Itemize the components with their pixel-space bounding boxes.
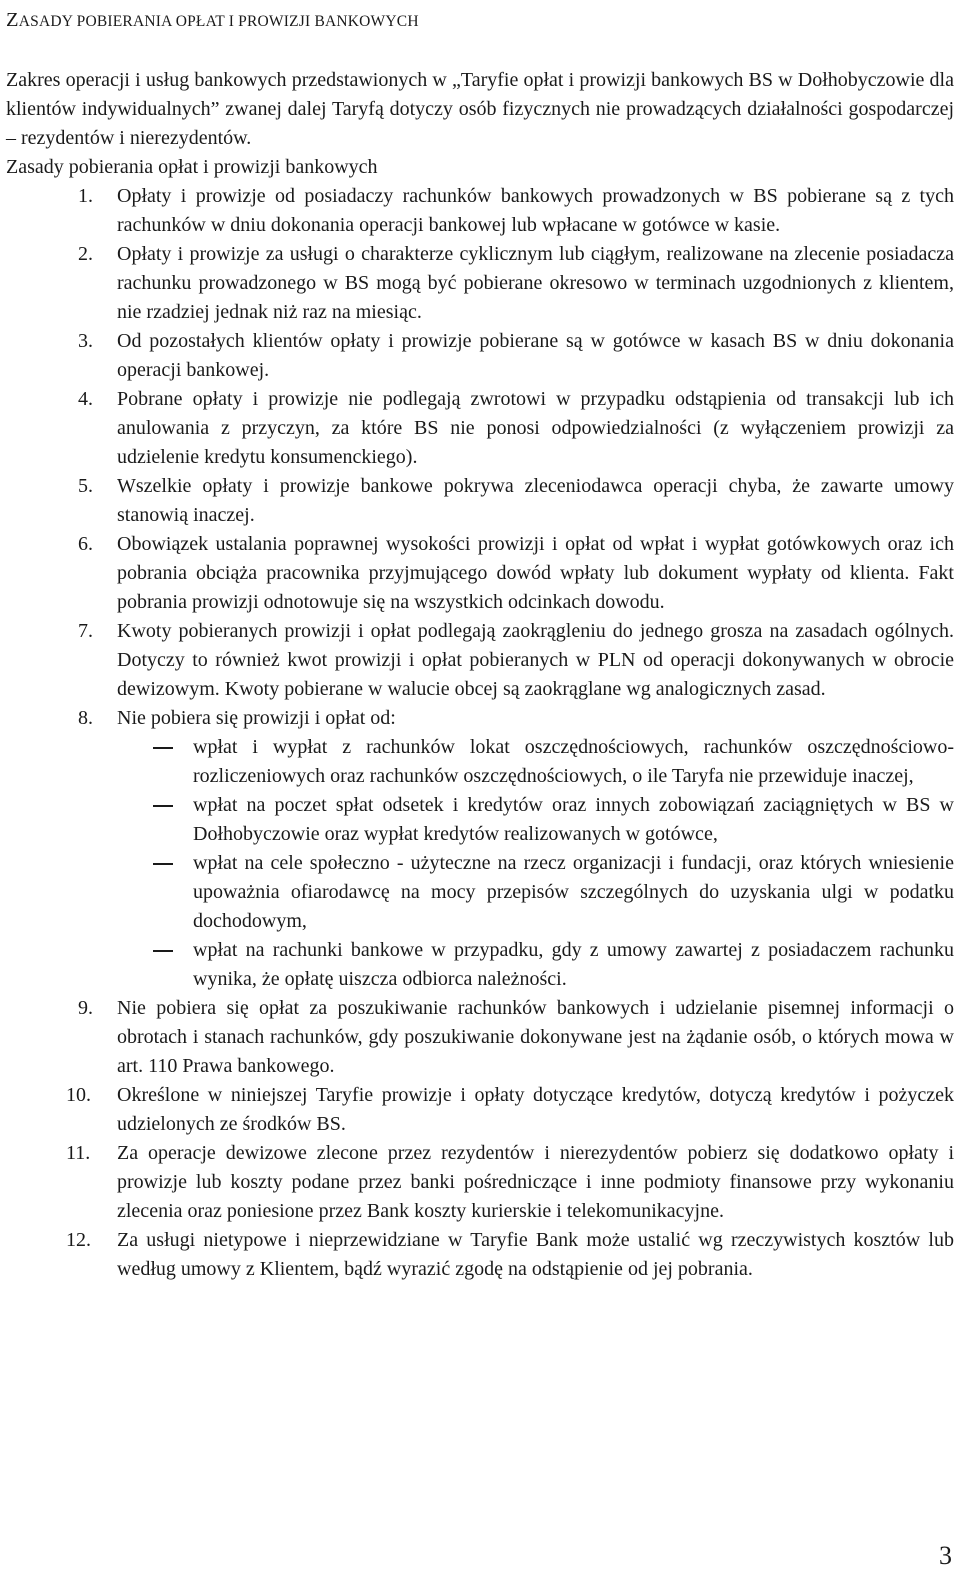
item-text: Określone w niniejszej Taryfie prowizje i opłaty dotyczące kredytów, dotyczą kredytów i pożyczek udzielonych ze środków BS.	[117, 1084, 954, 1135]
sublist-item-text: wpłat na cele społeczno - użyteczne na rzecz organizacji i fundacji, oraz których wniesienie upoważnia ofiarodawcę na mocy przepisów szczególnych do uzyskania ulgi w podatku dochodowym,	[193, 852, 954, 932]
exemptions-sublist	[117, 733, 954, 994]
list-item	[6, 1226, 954, 1284]
dash-bullet-icon	[153, 863, 173, 865]
list-item	[6, 530, 954, 617]
list-item	[6, 617, 954, 704]
list-item	[6, 385, 954, 472]
item-text: Od pozostałych klientów opłaty i prowizje pobierane są w gotówce w kasach BS w dniu dokonania operacji bankowej.	[117, 330, 954, 381]
section-subheading: Zasady pobierania opłat i prowizji bankowych	[6, 156, 378, 178]
item-text: Pobrane opłaty i prowizje nie podlegają zwrotowi w przypadku odstąpienia od transakcji lub ich anulowania z przyczyn, za które BS nie ponosi odpowiedzialności (z wyłączeniem prowizji za udzielenie kredytu konsumenckiego).	[117, 388, 954, 468]
item-text: Opłaty i prowizje od posiadaczy rachunków bankowych prowadzonych w BS pobierane są z tych rachunków w dniu dokonania operacji bankowej lub wpłacane w gotówce w kasie.	[117, 185, 954, 236]
dash-bullet-icon	[153, 747, 173, 749]
document-title	[6, 6, 954, 36]
item-number: 7.	[78, 620, 93, 642]
item-number: 11.	[66, 1142, 91, 1164]
list-item	[6, 240, 954, 327]
item-text: Nie pobiera się prowizji i opłat od:	[117, 707, 396, 729]
rules-list	[6, 182, 954, 1284]
item-text: Wszelkie opłaty i prowizje bankowe pokrywa zleceniodawca operacji chyba, że zawarte umowy stanowią inaczej.	[117, 475, 954, 526]
item-number: 6.	[78, 533, 93, 555]
dash-bullet-icon	[153, 950, 173, 952]
item-text: Opłaty i prowizje za usługi o charakterze cyklicznym lub ciągłym, realizowane na zlecenie posiadacza rachunku prowadzonego w BS mogą być pobierane okresowo w terminach uzgodnionych z klientem, nie rzadziej jednak niż raz na miesiąc.	[117, 243, 954, 323]
list-item	[6, 994, 954, 1081]
item-text: Za usługi nietypowe i nieprzewidziane w Taryfie Bank może ustalić wg rzeczywistych kosztów lub według umowy z Klientem, bądź wyrazić zgodę na odstąpienie od jej pobrania.	[117, 1229, 954, 1280]
sublist-item	[117, 936, 954, 994]
item-text: Kwoty pobieranych prowizji i opłat podlegają zaokrągleniu do jednego grosza na zasadach ogólnych. Dotyczy to również kwot prowizji i opłat pobieranych w PLN od operacji dokonywanych w obrocie dewizowym. Kwoty pobierane w walucie obcej są zaokrąglane wg analogicznych zasad.	[117, 620, 954, 700]
item-text: Za operacje dewizowe zlecone przez rezydentów i nierezydentów pobierz się dodatkowo opłaty i prowizje lub koszty podane przez banki pośredniczące i inne podmioty finansowe przy wykonaniu zlecenia oraz poniesione przez Bank koszty kurierskie i telekomunikacyjne.	[117, 1142, 954, 1222]
item-number: 5.	[78, 475, 93, 497]
title-rest: ASADY POBIERANIA OPŁAT I PROWIZJI BANKOWYCH	[18, 13, 419, 30]
item-number: 10.	[66, 1084, 91, 1106]
item-text: Obowiązek ustalania poprawnej wysokości prowizji i opłat od wpłat i wypłat gotówkowych oraz ich pobrania obciąża pracownika przyjmującego dowód wpłaty lub dokument wypłaty od klienta. Fakt pobrania prowizji odnotowuje się na wszystkich odcinkach dowodu.	[117, 533, 954, 613]
item-number: 2.	[78, 243, 93, 265]
page-number: 3	[939, 1541, 952, 1570]
item-number: 8.	[78, 707, 93, 729]
item-number: 1.	[78, 185, 93, 207]
dash-bullet-icon	[153, 805, 173, 807]
item-number: 3.	[78, 330, 93, 352]
document-page	[6, 0, 954, 1284]
list-item	[6, 182, 954, 240]
title-initial: Z	[6, 9, 19, 31]
list-item	[6, 472, 954, 530]
sublist-item-text: wpłat na rachunki bankowe w przypadku, gdy z umowy zawartej z posiadaczem rachunku wynika, że opłatę uiszcza odbiorca należności.	[193, 939, 954, 990]
sublist-item	[117, 849, 954, 936]
intro-paragraph: Zakres operacji i usług bankowych przedstawionych w „Taryfie opłat i prowizji bankowych BS w Dołhobyczowie dla klientów indywidualnych” zwanej dalej Taryfą dotyczy osób fizycznych nie prowadzących działalności gospodarczej – rezydentów i nierezydentów.	[6, 69, 954, 149]
item-number: 12.	[66, 1229, 91, 1251]
item-text: Nie pobiera się opłat za poszukiwanie rachunków bankowych i udzielanie pisemnej informacji o obrotach i stanach rachunków, gdy poszukiwanie dokonywane jest na żądanie osób, o których mowa w art. 110 Prawa bankowego.	[117, 997, 954, 1077]
sublist-item-text: wpłat i wypłat z rachunków lokat oszczędnościowych, rachunków oszczędnościowo-rozliczeniowych oraz rachunków oszczędnościowych, o ile Taryfa nie przewiduje inaczej,	[193, 736, 954, 787]
list-item	[6, 327, 954, 385]
sublist-item-text: wpłat na poczet spłat odsetek i kredytów oraz innych zobowiązań zaciągniętych w BS w Dołhobyczowie oraz wypłat kredytów realizowanych w gotówce,	[193, 794, 954, 845]
list-item	[6, 1081, 954, 1139]
sublist-item	[117, 733, 954, 791]
list-item	[6, 1139, 954, 1226]
item-number: 4.	[78, 388, 93, 410]
sublist-item	[117, 791, 954, 849]
item-number: 9.	[78, 997, 93, 1019]
list-item	[6, 704, 954, 994]
